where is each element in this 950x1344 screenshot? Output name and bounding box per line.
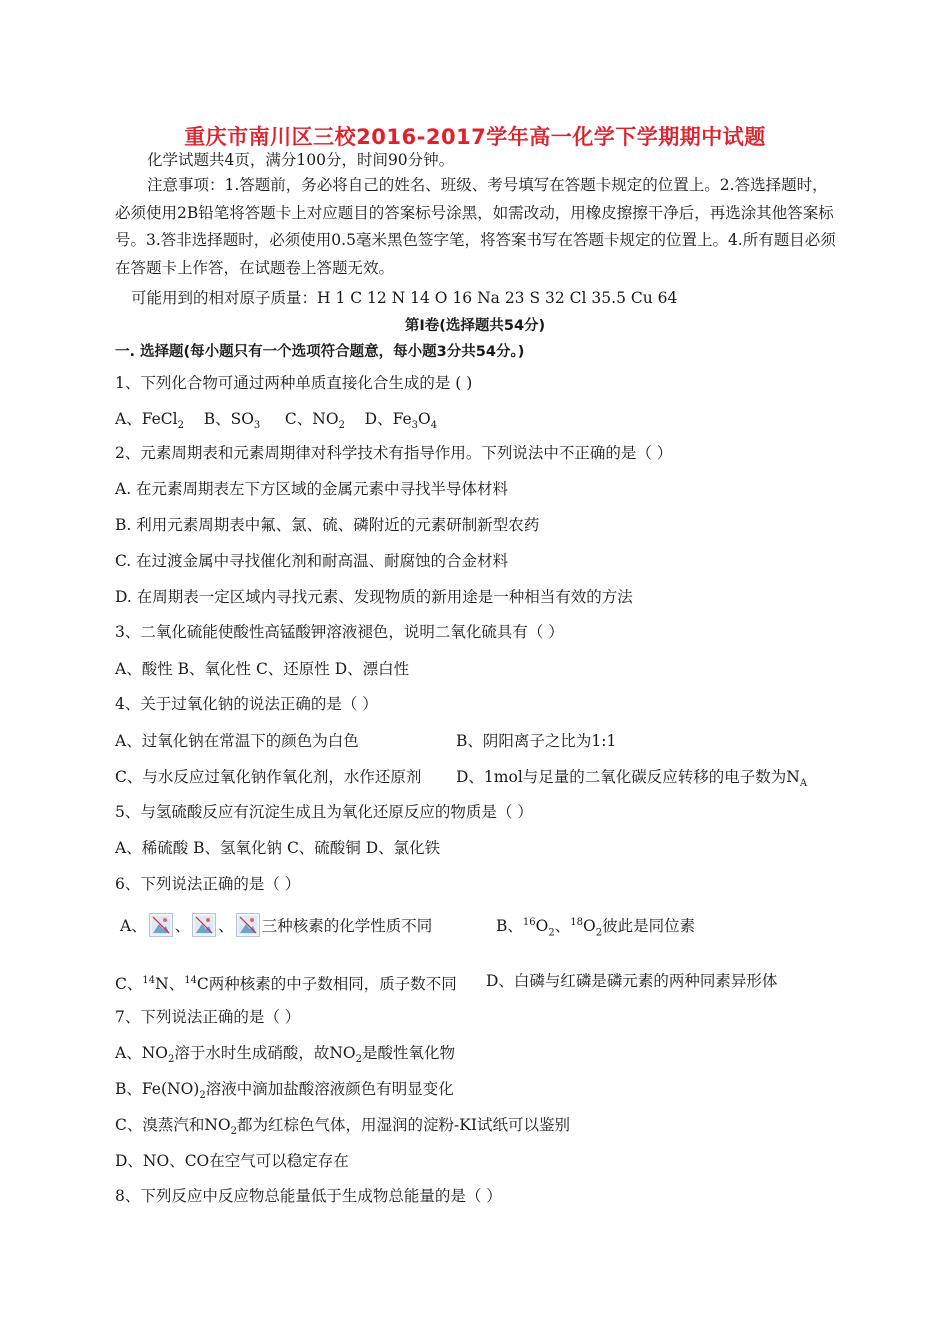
q7-option-b: B、$Fe(NO)_2$溶液中滴加盐酸溶液颜色有明显变化: [115, 1080, 454, 1102]
q2-option-c: C. 在过渡金属中寻找催化剂和耐高温、耐腐蚀的合金材料: [115, 552, 509, 570]
broken-image-icon: [192, 913, 216, 937]
q2-option-b: B. 利用元素周期表中氟、氯、硫、磷附近的元素研制新型农药: [115, 516, 540, 534]
broken-image-icon: [149, 913, 173, 937]
q4-option-a: A、过氧化钠在常温下的颜色为白色: [115, 732, 359, 750]
q8-stem: 8、下列反应中反应物总能量低于生成物总能量的是（ ）: [115, 1187, 502, 1205]
q4-stem: 4、关于过氧化钠的说法正确的是（ ）: [115, 695, 378, 713]
q1-option-c: C、$NO_2$: [284, 410, 345, 432]
q3-options: A、酸性 B、氧化性 C、还原性 D、漂白性: [115, 660, 410, 678]
q7-option-a: A、$NO_2$溶于水时生成硝酸，故$NO_2$是酸性氧化物: [115, 1044, 456, 1066]
intro-text: 化学试题共4页，满分100分，时间90分钟。: [147, 151, 455, 169]
atomic-masses: 可能用到的相对原子质量：H 1 C 12 N 14 O 16 Na 23 S 32 Cl 35.5 Cu 64: [131, 289, 678, 307]
q3-stem: 3、二氧化硫能使酸性高锰酸钾溶液褪色，说明二氧化硫具有（ ）: [115, 623, 564, 641]
q6-option-b: B、$^{16}O_2$、$^{18}O_2$彼此是同位素: [496, 917, 696, 939]
q1-option-d: D、$Fe_3O_4$: [364, 410, 438, 432]
q2-stem: 2、元素周期表和元素周期律对科学技术有指导作用。下列说法中不正确的是（ ）: [115, 444, 673, 462]
q2-option-d: D. 在周期表一定区域内寻找元素、发现物质的新用途是一种相当有效的方法: [115, 588, 633, 606]
q4-option-d: D、1mol与足量的二氧化碳反应转移的电子数为$N_A$: [456, 768, 808, 790]
q6-stem: 6、下列说法正确的是（ ）: [115, 875, 301, 893]
q1-options: [115, 409, 437, 436]
q7-option-d: D、NO、CO在空气可以稳定存在: [115, 1152, 349, 1170]
q1-option-a: A、FeCl$_2$: [115, 410, 184, 432]
q5-stem: 5、与氢硫酸反应有沉淀生成且为氧化还原反应的物质是（ ）: [115, 803, 533, 821]
broken-image-icon: [236, 913, 260, 937]
part-title: 一. 选择题(每小题只有一个选项符合题意，每小题3分共54分。): [115, 344, 525, 360]
exam-title: 重庆市南川区三校2016-2017学年高一化学下学期期中试题: [184, 125, 766, 149]
q5-options: A、稀硫酸 B、氢氧化钠 C、硫酸铜 D、氯化铁: [115, 839, 441, 857]
q1-stem: 1、下列化合物可通过两种单质直接化合生成的是 ( ): [115, 374, 473, 392]
notice-text: 注意事项：1.答题前，务必将自己的姓名、班级、考号填写在答题卡规定的位置上。2.答选择题时，必须使用2B铅笔将答题卡上对应题目的答案标号涂黑，如需改动，用橡皮擦擦干净后，再选涂其他答案标号。3.答非选择题时，必须使用0.5毫米黑色签字笔，将答案书写在答题卡规定的位置上。4.所有题目必须在答题卡上作答，在试题卷上答题无效。: [115, 176, 836, 277]
q6-option-a: A、 、 、 三种核素的化学性质不同: [120, 913, 432, 937]
q1-option-b: B、$SO_3$: [203, 410, 261, 432]
q7-stem: 7、下列说法正确的是（ ）: [115, 1008, 301, 1026]
q7-option-c: C、溴蒸汽和$NO_2$都为红棕色气体，用湿润的淀粉-KI试纸可以鉴别: [115, 1116, 570, 1138]
q4-option-c: C、与水反应过氧化钠作氧化剂，水作还原剂: [115, 768, 422, 786]
section-title: 第I卷(选择题共54分): [404, 318, 546, 334]
q2-option-a: A. 在元素周期表左下方区域的金属元素中寻找半导体材料: [115, 480, 509, 498]
q6-option-d: D、白磷与红磷是磷元素的两种同素异形体: [486, 972, 778, 990]
q4-option-b: B、阴阳离子之比为1:1: [456, 732, 617, 750]
q6-option-c: C、$^{14}$N、$^{14}$C两种核素的中子数相同，质子数不同: [115, 975, 457, 994]
